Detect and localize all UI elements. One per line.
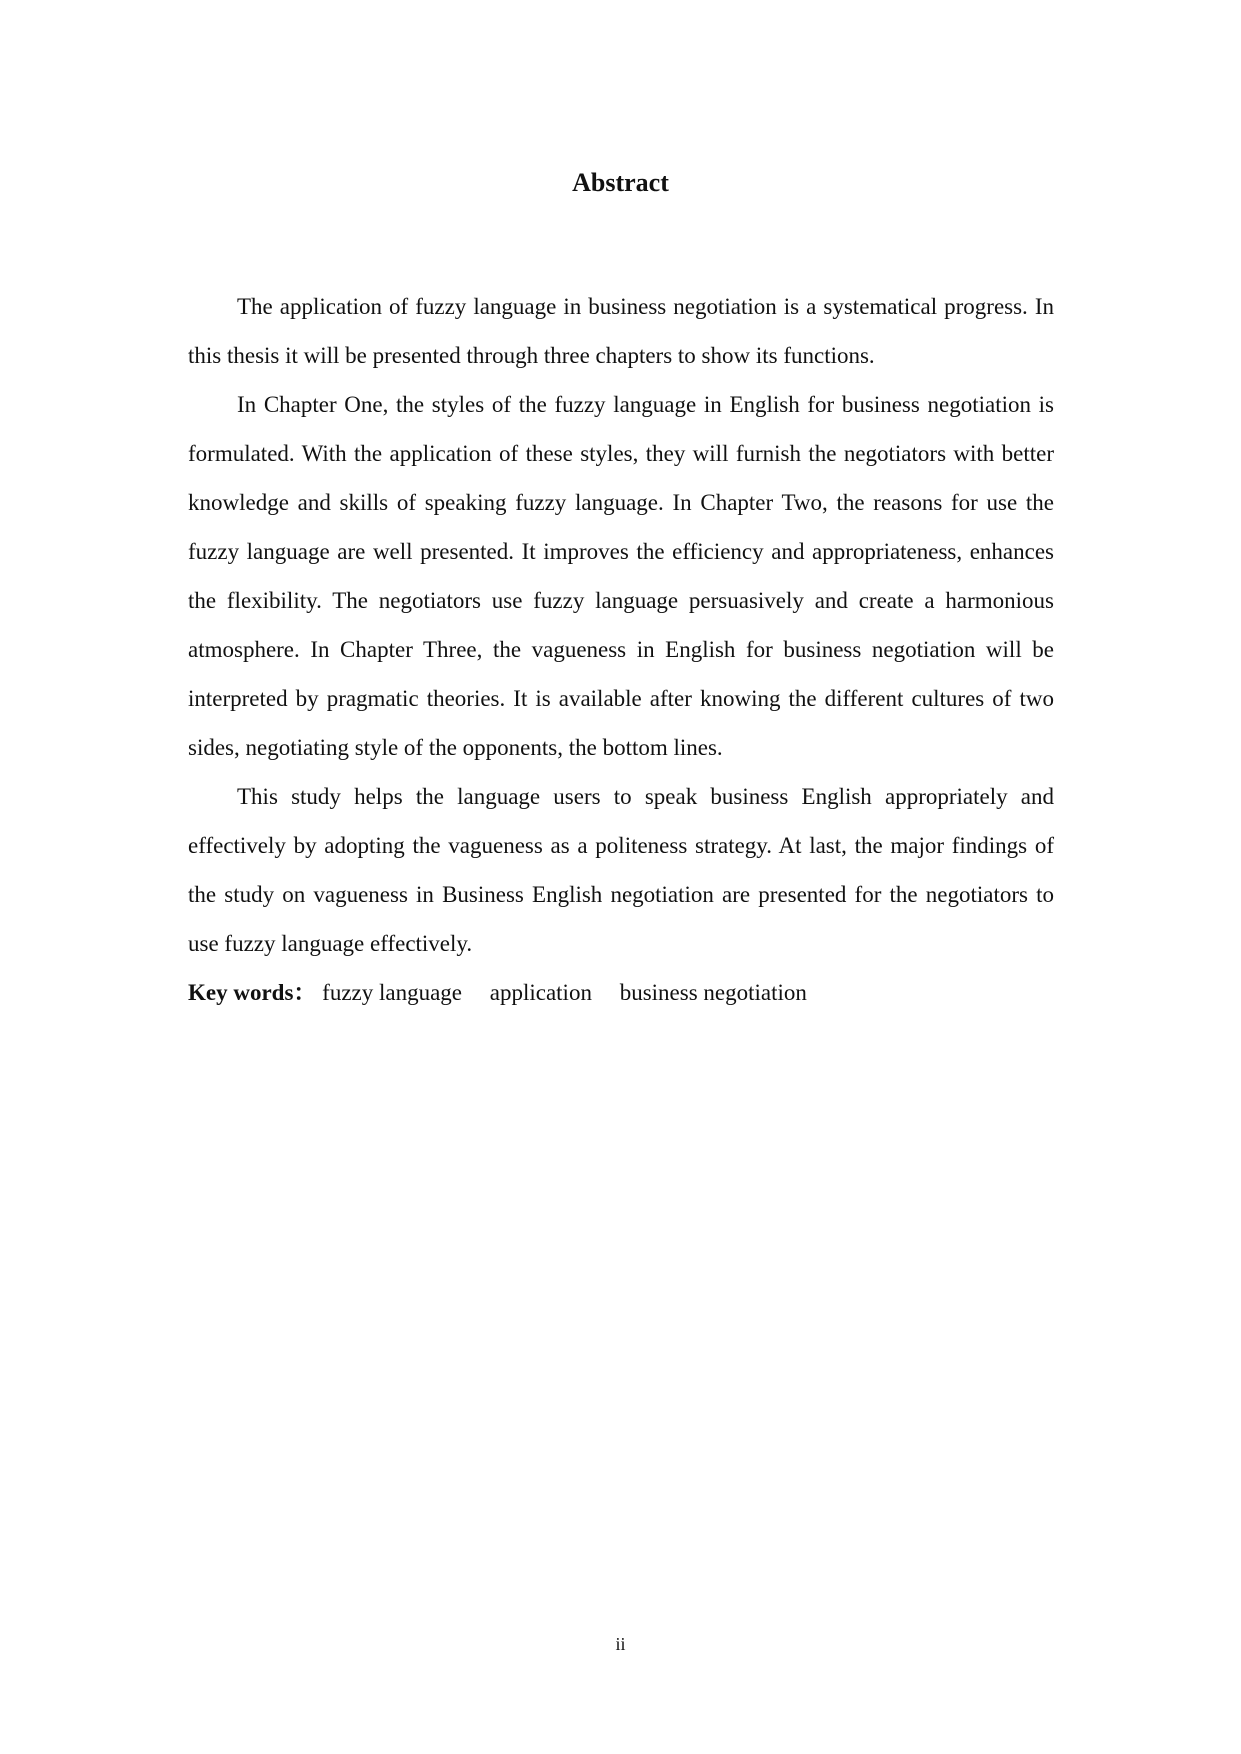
abstract-title: Abstract — [572, 168, 669, 197]
abstract-paragraph-1: The application of fuzzy language in business negotiation is a systematical progress. In this thesis it will be presented through three chapters to show its functions. — [188, 294, 1054, 368]
keywords-label: Key words： — [188, 980, 317, 1005]
keyword-item: fuzzy language — [322, 980, 463, 1005]
page-number: ii — [615, 1634, 626, 1654]
keyword-item: application — [489, 980, 592, 1005]
keywords-line — [188, 968, 1054, 1017]
keyword-item: business negotiation — [619, 980, 807, 1005]
abstract-body — [188, 282, 1054, 1017]
abstract-paragraph-2: In Chapter One, the styles of the fuzzy language in English for business negotiation is formulated. With the application of these styles, they will furnish the negotiators with better knowledge and skills of speaking fuzzy language. In Chapter Two, the reasons for use the fuzzy language are well presented. It improves the efficiency and appropriateness, enhances the flexibility. The negotiators use fuzzy language persuasively and create a harmonious atmosphere. In Chapter Three, the vagueness in English for business negotiation will be interpreted by pragmatic theories. It is available after knowing the different cultures of two sides, negotiating style of the opponents, the bottom lines. — [188, 392, 1054, 760]
abstract-paragraph-3: This study helps the language users to speak business English appropriately and effectively by adopting the vagueness as a politeness strategy. At last, the major findings of the study on vagueness in Business English negotiation are presented for the negotiators to use fuzzy language effectively. — [188, 784, 1054, 956]
